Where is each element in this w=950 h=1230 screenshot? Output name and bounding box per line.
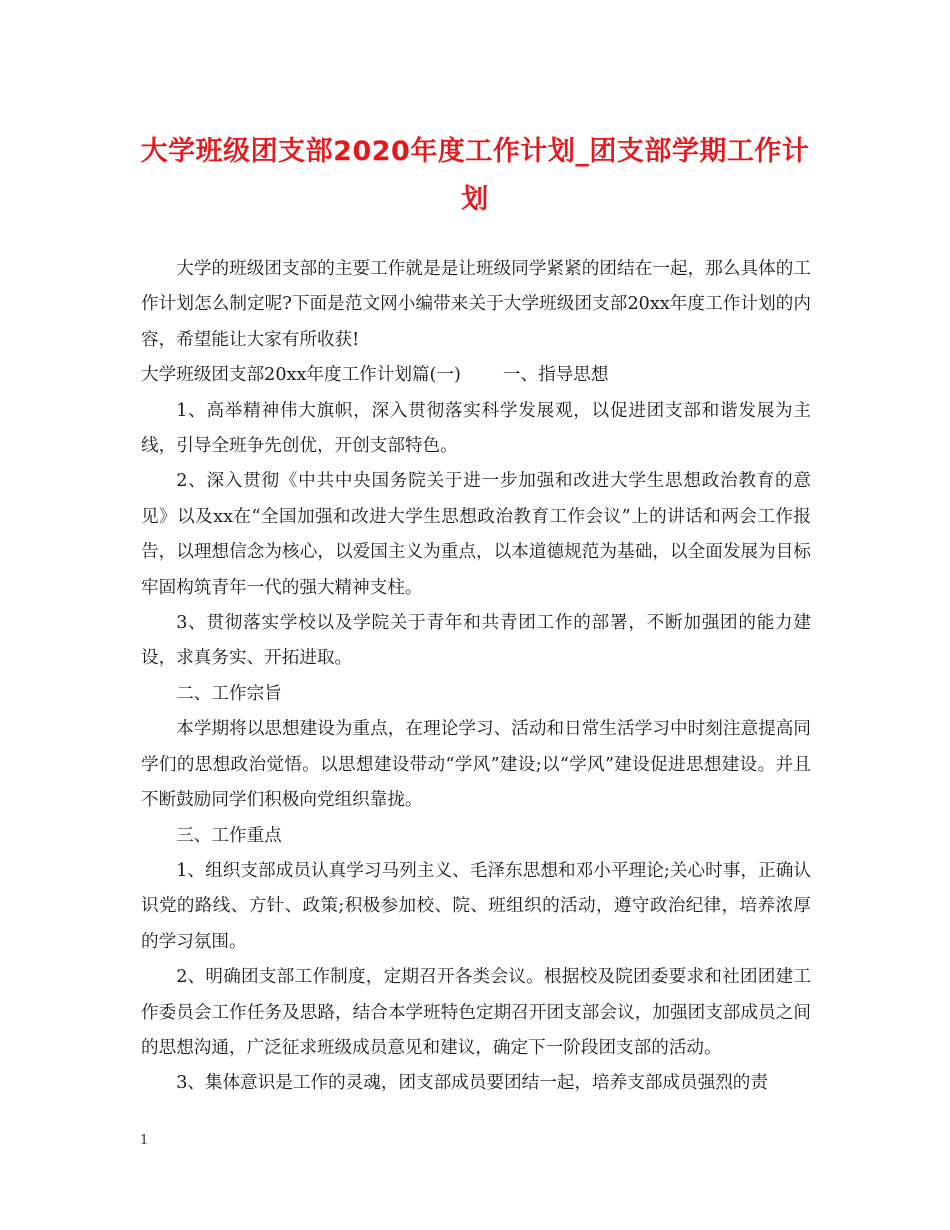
heading-guiding-thought: 一、指导思想	[502, 365, 609, 386]
document-body	[141, 252, 811, 1102]
document-title: 大学班级团支部2020年度工作计划_团支部学期工作计划	[140, 136, 810, 215]
paragraph-2: 2、深入贯彻《中共中央国务院关于进一步加强和改进大学生思想政治教育的意见》以及xx在“全国加强和改进大学生思想政治教育工作会议”上的讲话和两会工作报告，以理想信念为核心，以爱国主义为重点，以本道德规范为基础，以全面发展为目标牢固构筑青年一代的强大精神支柱。	[141, 471, 811, 598]
section-title: 大学班级团支部20xx年度工作计划篇(一)	[141, 365, 461, 386]
paragraph-5: 1、组织支部成员认真学习马列主义、毛泽东思想和邓小平理论;关心时事，正确认识党的路线、方针、政策;积极参加校、院、班组织的活动，遵守政治纪律，培养浓厚的学习氛围。	[141, 860, 811, 952]
paragraph-4: 本学期将以思想建设为重点，在理论学习、活动和日常生活学习中时刻注意提高同学们的思想政治觉悟。以思想建设带动“学风”建设;以“学风”建设促进思想建设。并且不断鼓励同学们积极向党组织靠拢。	[141, 719, 811, 811]
section-heading-line	[141, 358, 811, 393]
page-number: 1	[140, 1133, 149, 1148]
paragraph-7: 3、集体意识是工作的灵魂，团支部成员要团结一起，培养支部成员强烈的责	[176, 1073, 768, 1094]
heading-work-focus: 三、工作重点	[176, 825, 282, 846]
paragraph-3: 3、贯彻落实学校以及学院关于青年和共青团工作的部署，不断加强团的能力建设，求真务实、开拓进取。	[141, 613, 811, 669]
paragraph-6: 2、明确团支部工作制度，定期召开各类会议。根据校及院团委要求和社团团建工作委员会工作任务及思路，结合本学班特色定期召开团支部会议，加强团支部成员之间的思想沟通，广泛征求班级成员意见和建议，确定下一阶段团支部的活动。	[141, 967, 811, 1058]
paragraph-1: 1、高举精神伟大旗帜，深入贯彻落实科学发展观，以促进团支部和谐发展为主线，引导全班争先创优，开创支部特色。	[141, 400, 811, 457]
intro-paragraph: 大学的班级团支部的主要工作就是是让班级同学紧紧的团结在一起，那么具体的工作计划怎么制定呢?下面是范文网小编带来关于大学班级团支部20xx年度工作计划的内容，希望能让大家有所收获!	[141, 259, 811, 350]
heading-work-purpose: 二、工作宗旨	[176, 683, 282, 704]
